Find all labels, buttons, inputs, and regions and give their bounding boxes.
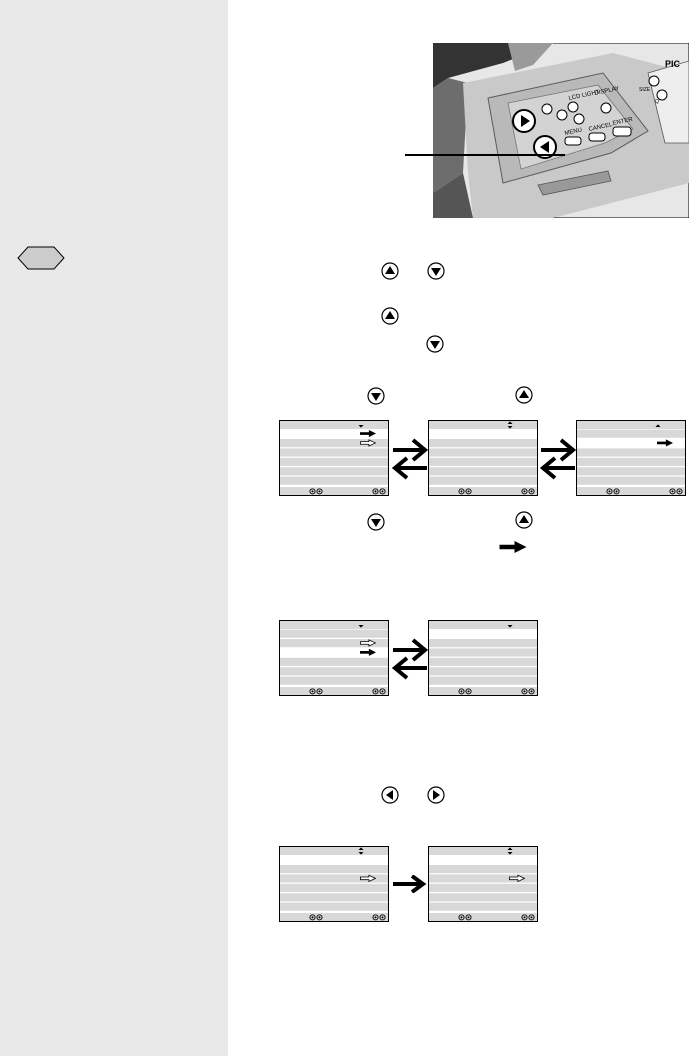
screen-footer: [280, 487, 388, 495]
screen-footer: [429, 487, 537, 495]
screen-row: [429, 658, 537, 666]
screen-row: [577, 467, 685, 475]
screen-title-bar: [429, 621, 537, 629]
screen-row: [429, 648, 537, 656]
screen-footer: [429, 687, 537, 695]
screen-title-bar: [280, 421, 388, 429]
pic-label: PIC: [665, 59, 681, 69]
sidebar: [0, 0, 228, 1056]
right-button-icon: [427, 786, 445, 804]
swap-arrows-icon: [391, 436, 429, 482]
lcd-screen: [279, 846, 389, 922]
lcd-light-label: LCD LIGHT: [568, 89, 601, 102]
screen-row: [429, 467, 537, 475]
size-label: SIZE: [639, 87, 651, 93]
swap-arrows-icon: [539, 436, 577, 482]
screen-row: [280, 903, 388, 911]
screen-row: [280, 448, 388, 456]
screen-row: [577, 458, 685, 466]
screen-row: [429, 865, 537, 873]
leader-line: [405, 154, 565, 156]
screen-row: [280, 630, 388, 638]
lcd-screen: [428, 846, 538, 922]
screen-row: [280, 865, 388, 873]
left-button-icon: [381, 786, 399, 804]
note-hexagon-icon: [17, 246, 65, 270]
display-label: DISPLAY: [594, 85, 620, 97]
screen-row: [577, 430, 685, 438]
screen-row: [429, 903, 537, 911]
screen-row: [280, 893, 388, 901]
up-button-icon: [381, 307, 399, 325]
screen-row: [429, 856, 537, 864]
cancel-label: CANCEL: [588, 122, 614, 133]
screen-footer: [429, 913, 537, 921]
swap-arrows-icon: [391, 636, 429, 682]
menu-label: MENU: [564, 127, 583, 137]
camera-photo: [433, 43, 689, 218]
screen-row: [429, 677, 537, 685]
down-button-icon: [367, 513, 385, 531]
screen-footer: [577, 487, 685, 495]
down-button-icon: [367, 387, 385, 405]
screen-row: [429, 667, 537, 675]
screen-row: [280, 458, 388, 466]
q-label: Q: [655, 99, 659, 105]
down-button-icon: [426, 335, 444, 353]
screen-title-bar: [429, 421, 537, 429]
screen-title-bar: [280, 621, 388, 629]
screen-row: [280, 677, 388, 685]
enter-label: ENTER: [612, 116, 634, 127]
up-button-icon: [515, 386, 533, 404]
screen-row: [429, 430, 537, 438]
up-button-icon: [515, 511, 533, 529]
screen-row: [280, 477, 388, 485]
screen-row: [429, 448, 537, 456]
screen-row: [429, 884, 537, 892]
up-button-icon: [381, 262, 399, 280]
solid-arrow-icon: [499, 541, 527, 553]
screen-row: [429, 458, 537, 466]
lcd-screen: [279, 420, 389, 496]
screen-row: [429, 630, 537, 638]
screen-row: [429, 477, 537, 485]
screen-row: [280, 467, 388, 475]
screen-title-bar: [577, 421, 685, 429]
screen-title-bar: [429, 847, 537, 855]
screen-row: [429, 893, 537, 901]
screen-row: [280, 658, 388, 666]
lcd-screen: [428, 620, 538, 696]
lcd-screen: [428, 420, 538, 496]
screen-title-bar: [280, 847, 388, 855]
lcd-screen: [279, 620, 389, 696]
screen-row: [429, 639, 537, 647]
screen-row: [577, 448, 685, 456]
screen-footer: [280, 687, 388, 695]
lcd-screen: [576, 420, 686, 496]
down-button-icon: [427, 262, 445, 280]
screen-row: [577, 477, 685, 485]
screen-footer: [280, 913, 388, 921]
screen-row: [280, 856, 388, 864]
screen-row: [280, 667, 388, 675]
screen-row: [280, 884, 388, 892]
right-arrow-icon: [391, 875, 427, 893]
screen-row: [429, 439, 537, 447]
